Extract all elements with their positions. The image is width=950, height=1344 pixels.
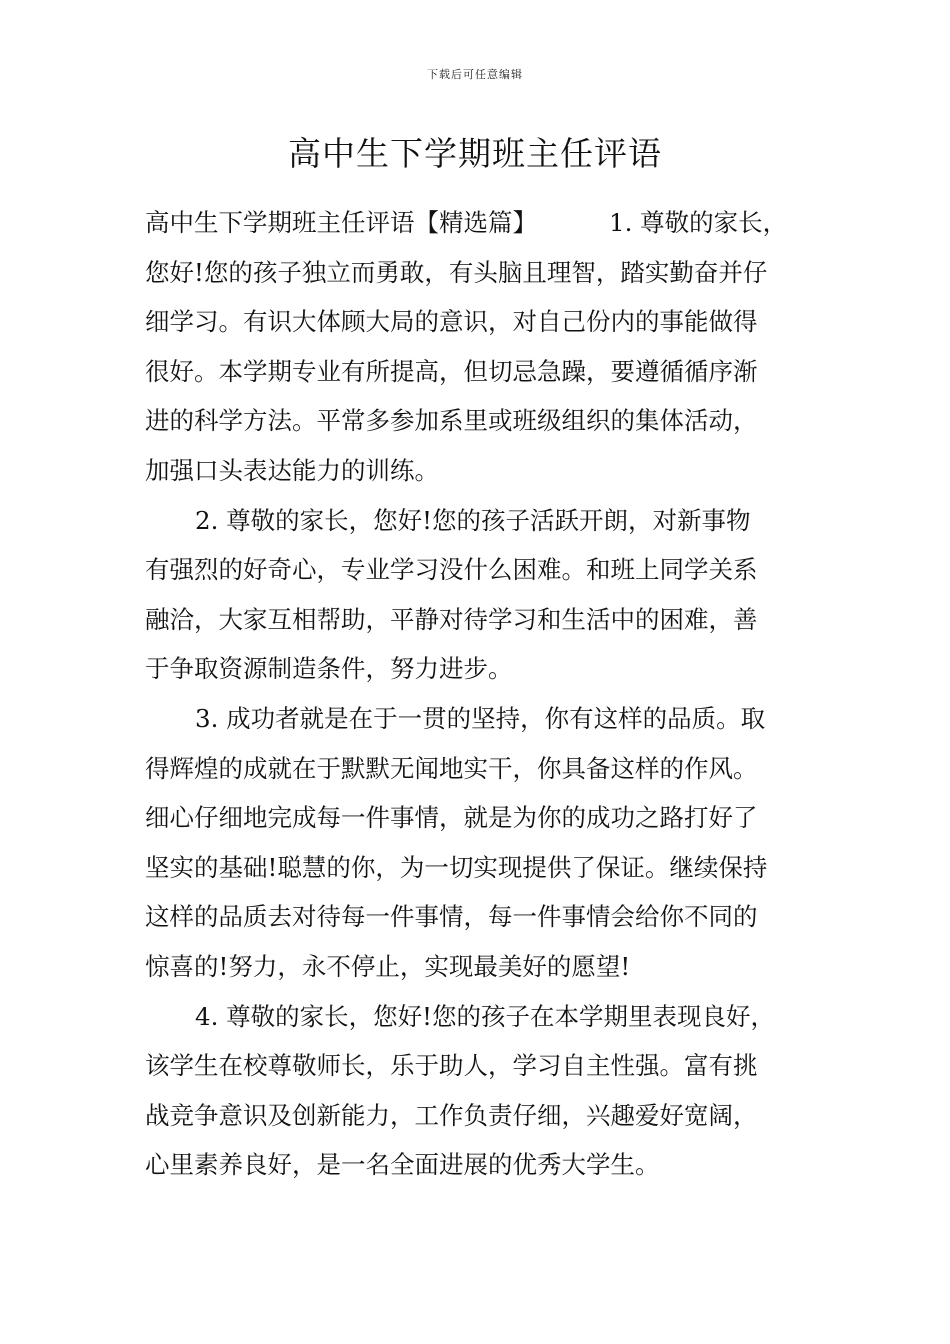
paragraph-line: 融洽，大家互相帮助，平静对待学习和生活中的困难，善: [145, 604, 758, 634]
section-heading: 高中生下学期班主任评语【精选篇】: [145, 208, 537, 237]
paragraph-2: [145, 496, 807, 694]
paragraph-line: 进的科学方法。平常多参加系里或班级组织的集体活动，: [145, 406, 758, 436]
paragraph-line: 这样的品质去对待每一件事情，每一件事情会给你不同的: [145, 902, 758, 932]
paragraph-line: 该学生在校尊敬师长，乐于助人，学习自主性强。富有挑: [145, 1051, 758, 1081]
paragraph-line: 2. 尊敬的家长，您好!您的孩子活跃开朗，对新事物: [195, 505, 751, 535]
paragraph-line: 坚实的基础!聪慧的你，为一切实现提供了保证。继续保持: [145, 852, 768, 882]
header-note: 下载后可任意编辑: [427, 68, 523, 81]
paragraph-1: [145, 198, 807, 496]
paragraph-line: 4. 尊敬的家长，您好!您的孩子在本学期里表现良好，: [195, 1001, 776, 1031]
paragraph-3: [145, 694, 807, 992]
paragraph-line: 战竞争意识及创新能力，工作负责仔细，兴趣爱好宽阔，: [145, 1100, 758, 1130]
document-title: 高中生下学期班主任评语: [288, 134, 662, 173]
paragraph-line: 惊喜的!努力，永不停止，实现最美好的愿望!: [145, 951, 631, 981]
paragraph-line: 加强口头表达能力的训练。: [145, 455, 439, 485]
paragraph-line: 心里素养良好，是一名全面进展的优秀大学生。: [145, 1150, 660, 1180]
document-body: [145, 198, 807, 1190]
paragraph-4: [145, 992, 807, 1190]
line-text: 1. 尊敬的家长，: [609, 208, 788, 237]
paragraph-line: 3. 成功者就是在于一贯的坚持，你有这样的品质。取: [195, 703, 766, 733]
paragraph-line: 于争取资源制造条件，努力进步。: [145, 654, 513, 684]
paragraph-line: 得辉煌的成就在于默默无闻地实干，你具备这样的作风。: [145, 753, 758, 783]
paragraph-line: 有强烈的好奇心，专业学习没什么困难。和班上同学关系: [145, 555, 758, 585]
paragraph-line: 很好。本学期专业有所提高，但切忌急躁，要遵循循序渐: [145, 356, 758, 386]
paragraph-line: 细心仔细地完成每一件事情，就是为你的成功之路打好了: [145, 803, 758, 833]
paragraph-line: 您好!您的孩子独立而勇敢，有头脑且理智，踏实勤奋并仔: [145, 257, 768, 287]
paragraph-line: 细学习。有识大体顾大局的意识，对自己份内的事能做得: [145, 307, 758, 337]
paragraph-line: [145, 198, 807, 248]
